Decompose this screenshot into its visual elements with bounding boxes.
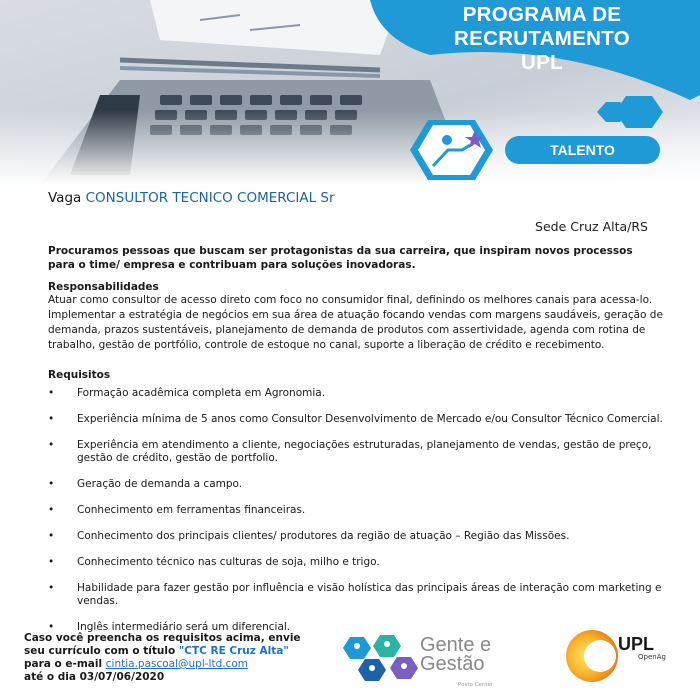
- list-item: • Formação acadêmica completa em Agronomia.: [48, 387, 326, 399]
- gente-gestao-logo-icon: [340, 628, 430, 690]
- list-item: • Experiência mínima de 5 anos como Consultor Desenvolvimento de Mercado e/ou Consultor Técnico Comercial.: [48, 413, 663, 425]
- list-item: • Geração de demanda a campo.: [48, 478, 243, 490]
- bullet-icon: •: [48, 530, 55, 542]
- email-link[interactable]: cintia.pascoal@upl-ltd.com: [105, 658, 249, 670]
- responsibilities-heading: Responsabilidades: [48, 281, 159, 293]
- bullet-icon: •: [48, 556, 55, 568]
- gente-gestao-logo-text: Gente e Gestão: [420, 634, 492, 675]
- program-title: PROGRAMA DE RECRUTAMENTO UPL: [454, 3, 630, 74]
- gente-gestao-subtitle: Posto Center: [458, 682, 494, 688]
- application-instructions: Caso você preencha os requisitos acima, envie seu currículo com o título "CTC RE Cruz Alta" para o e-mail cintia.pascoal@upl-ltd.com até o dia 03/07/06/2020: [24, 632, 301, 683]
- list-item: • Conhecimento em ferramentas financeiras.: [48, 504, 306, 516]
- bullet-icon: •: [48, 621, 55, 633]
- bullet-icon: •: [48, 439, 55, 451]
- job-location: Sede Cruz Alta/RS: [535, 219, 648, 234]
- list-item: • Conhecimento técnico nas culturas de soja, milho e trigo.: [48, 556, 380, 568]
- requirements-heading: Requisitos: [48, 369, 111, 381]
- requirements-list: [48, 387, 668, 647]
- header-banner: [0, 0, 700, 185]
- person-star-icon: [442, 135, 452, 145]
- bullet-icon: •: [48, 413, 55, 425]
- job-title: Vaga CONSULTOR TECNICO COMERCIAL Sr: [48, 190, 335, 206]
- bullet-icon: •: [48, 582, 55, 594]
- responsibilities-text: Atuar como consultor de acesso direto com foco no consumidor final, definindo os melhores canais para acessa-lo. Implementar a estratégia de negócios em sua área de atuação focando vendas com margens saudáveis, geração de demanda, prazos sustentáveis, planejamento de demanda de produtos com assertividade, agenda com rotina de trabalho, gestão de portfólio, controle de estoque no canal, suporte a liberação de crédito e recebimento.: [48, 294, 663, 351]
- intro-text: Procuramos pessoas que buscam ser protagonistas da sua carreira, que inspiram novos processos para o time/ empresa e contribuam para soluções inovadoras.: [48, 245, 633, 271]
- list-item: • Experiência em atendimento a cliente, negociações estruturadas, planejamento de vendas, gestão de preço, gestão de crédito, gestão de portfolio.: [48, 439, 652, 464]
- upl-logo-subtitle: OpenAg: [638, 653, 666, 661]
- list-item: • Inglês intermediário será um diferencial.: [48, 621, 291, 633]
- upl-logo-text: UPL: [618, 634, 654, 654]
- talento-badge: TALENTO: [505, 136, 660, 164]
- bullet-icon: •: [48, 387, 55, 399]
- bullet-icon: •: [48, 478, 55, 490]
- list-item: • Habilidade para fazer gestão por influência e visão holística das principais áreas de interação com marketing e vendas.: [48, 582, 662, 607]
- bullet-icon: •: [48, 504, 55, 516]
- list-item: • Conhecimento dos principais clientes/ produtores da região de atuação – Região das Missões.: [48, 530, 570, 542]
